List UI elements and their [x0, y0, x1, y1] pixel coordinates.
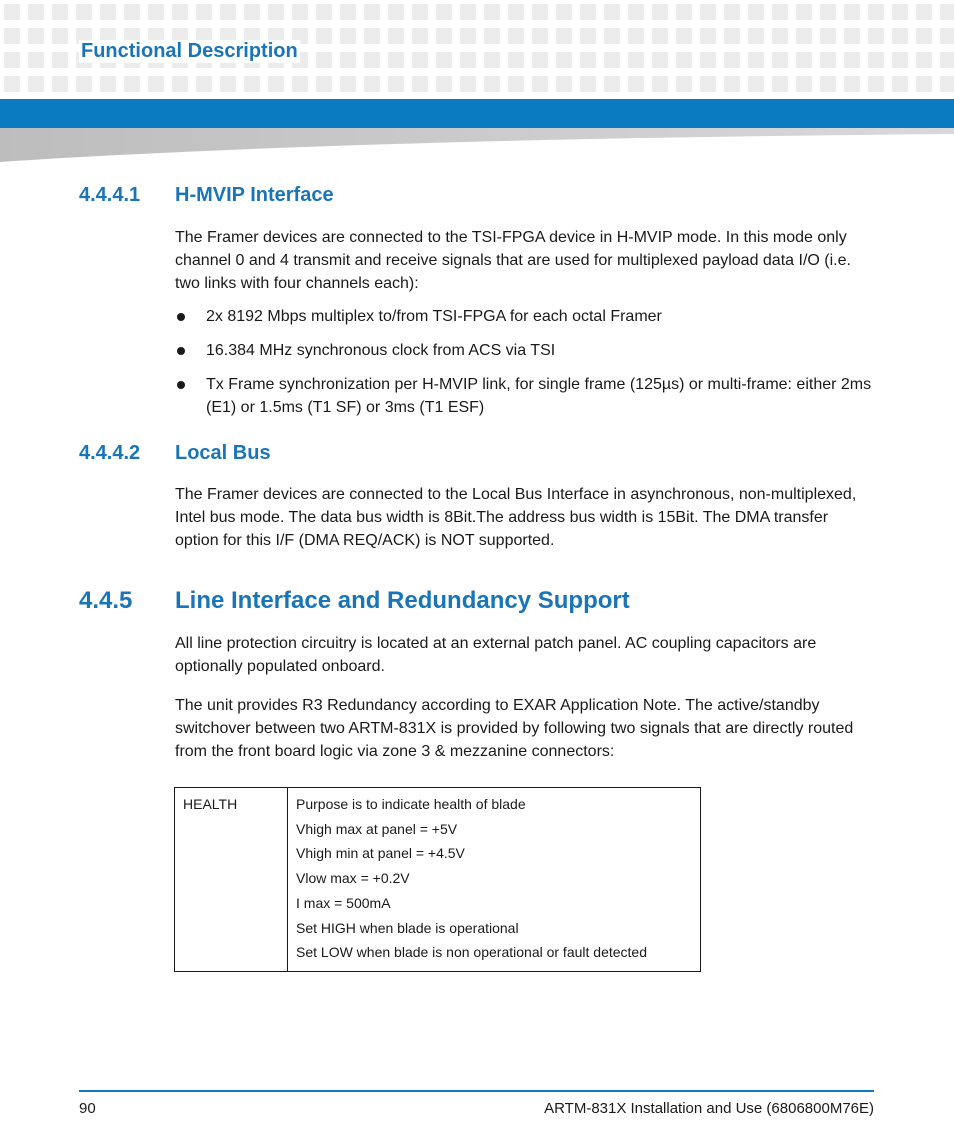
line-interface-paragraph-1: All line protection circuitry is located at an external patch panel. AC coupling capacitors are optionally populated onboard.	[175, 635, 817, 675]
bullet-icon	[177, 381, 185, 389]
page-number: 90	[79, 1100, 96, 1117]
section-number: 4.4.4.1	[79, 184, 141, 206]
list-item	[175, 373, 875, 419]
header-grey-swoosh	[0, 128, 954, 164]
description-line: Purpose is to indicate health of blade	[296, 796, 526, 812]
description-line: Set HIGH when blade is operational	[296, 919, 519, 936]
bullet-icon	[177, 347, 185, 355]
section-heading-line-interface	[0, 587, 954, 617]
list-item	[175, 339, 875, 362]
description-line: Set LOW when blade is non operational or fault detected	[296, 944, 647, 961]
section-title: Line Interface and Redundancy Support	[175, 587, 630, 614]
section-number: 4.4.5	[79, 587, 133, 614]
list-item	[175, 305, 875, 328]
bullet-text: 16.384 MHz synchronous clock from ACS via TSI	[206, 342, 556, 359]
section-heading-hmvip	[0, 184, 954, 210]
hmvip-bullet-list	[175, 305, 875, 419]
bullet-text: Tx Frame synchronization per H-MVIP link, for single frame (125µs) or multi-frame: either 2ms (E1) or 1.5ms (T1 SF) or 3ms (T1 ESF)	[206, 376, 872, 416]
hmvip-paragraph: The Framer devices are connected to the TSI-FPGA device in H-MVIP mode. In this mode only channel 0 and 4 transmit and receive signals that are used for multiplexed payload data I/O (i.e. two links with four channels each):	[175, 229, 851, 292]
local-bus-paragraph: The Framer devices are connected to the Local Bus Interface in asynchronous, non-multiplexed, Intel bus mode. The data bus width is 8Bit.The address bus width is 15Bit. The DMA transfer option for this I/F (DMA REQ/ACK) is NOT supported.	[175, 486, 857, 549]
running-header-title: Functional Description	[81, 40, 298, 62]
line-interface-paragraph-2: The unit provides R3 Redundancy according to EXAR Application Note. The active/standby switchover between two ARTM-831X is provided by following two signals that are directly routed from the front board logic via zone 3 & mezzanine connectors:	[175, 697, 854, 760]
bullet-icon	[177, 313, 185, 321]
section-title: Local Bus	[175, 442, 271, 464]
section-title: H-MVIP Interface	[175, 184, 334, 206]
signal-name: HEALTH	[183, 796, 238, 812]
description-line: Vhigh max at panel = +5V	[296, 820, 458, 837]
section-number: 4.4.4.2	[79, 442, 141, 464]
signal-description-cell	[288, 788, 701, 972]
header-blue-bar	[0, 99, 954, 128]
description-line: I max = 500mA	[296, 894, 391, 911]
document-title: ARTM-831X Installation and Use (6806800M76E)	[544, 1100, 874, 1117]
bullet-text: 2x 8192 Mbps multiplex to/from TSI-FPGA for each octal Framer	[206, 308, 662, 325]
table-row	[175, 788, 701, 972]
signal-name-cell	[175, 788, 288, 972]
signal-table	[174, 787, 701, 972]
footer-rule	[79, 1090, 874, 1092]
description-line: Vhigh min at panel = +4.5V	[296, 845, 465, 862]
description-line: Vlow max = +0.2V	[296, 870, 410, 887]
section-heading-local-bus	[0, 442, 954, 468]
